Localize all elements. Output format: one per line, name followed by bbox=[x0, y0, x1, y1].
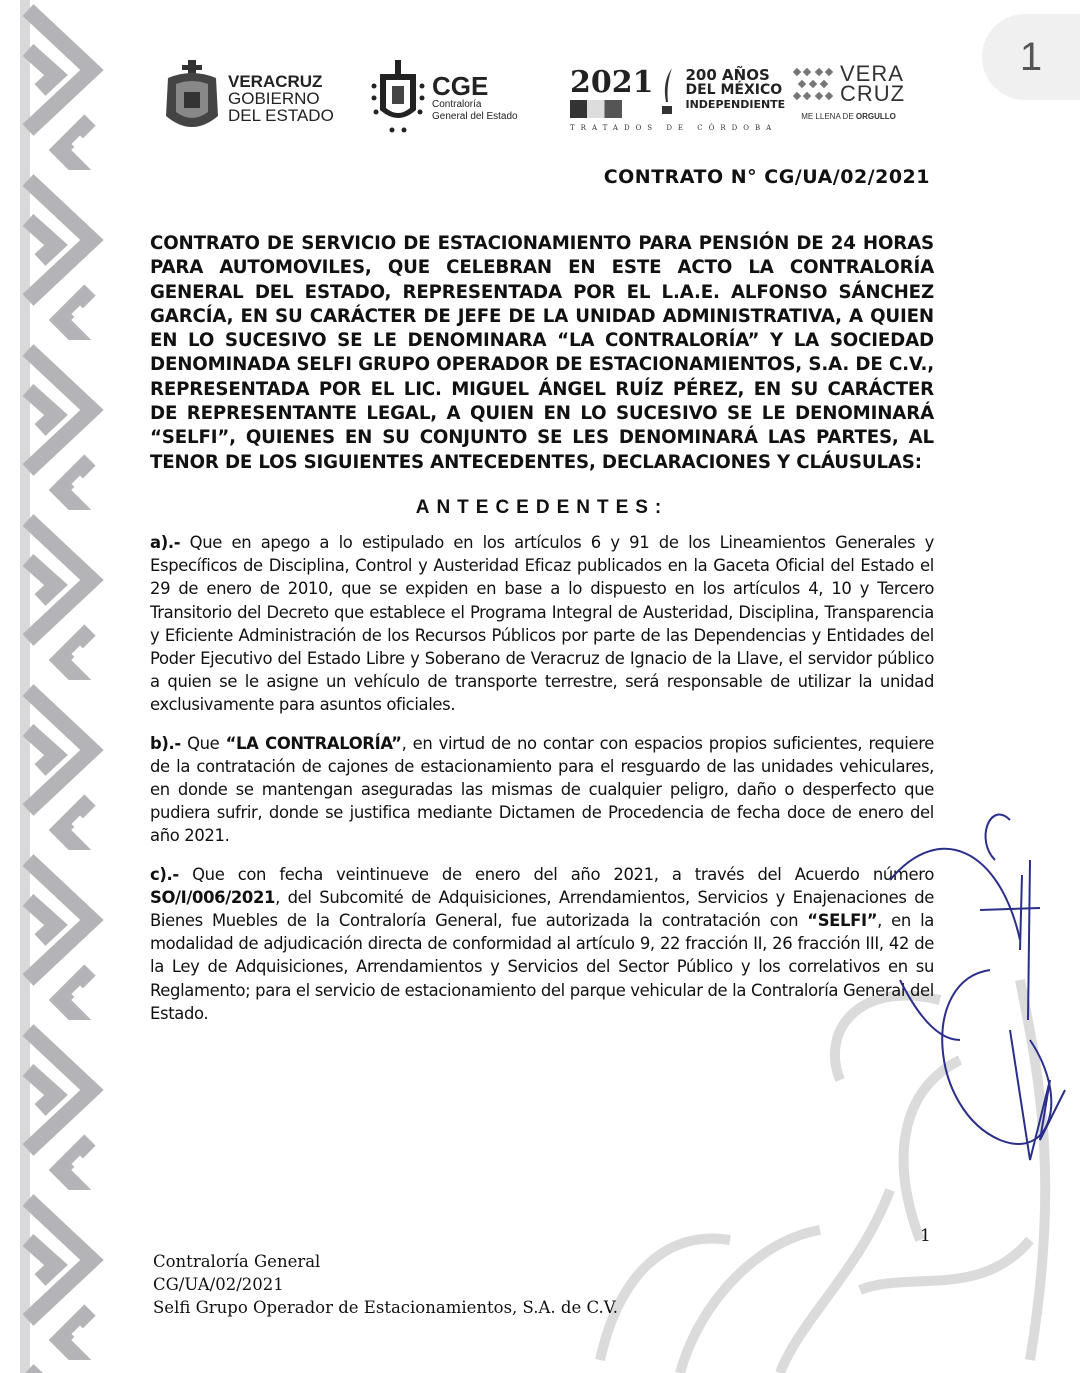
paragraph-b-label: b).- bbox=[150, 733, 181, 753]
handwritten-signatures bbox=[880, 780, 1080, 1180]
paragraph-b-pre: Que bbox=[180, 733, 226, 753]
quill-icon bbox=[660, 68, 674, 116]
bicentenario-year: 2021 bbox=[570, 65, 654, 100]
paragraph-c-bold1: SO/I/006/2021 bbox=[150, 887, 276, 907]
cge-line1: Contraloría bbox=[432, 99, 482, 110]
veracruz-logo-line3: DEL ESTADO bbox=[228, 105, 334, 125]
bicentenario-line3: INDEPENDIENTE bbox=[685, 98, 786, 111]
paragraph-b-text: , en virtud de no contar con espacios propios suficientes, requiere de la contratación de cajones de estacionamiento para el resguardo de las unidades vehiculares, en donde se mantengan aseguradas las mismas de cualquier peligro, daño o desperfecto que pudiera sufrir, donde se justifica mediante Dictamen de Procedencia de fecha doce de enero del año 2021. bbox=[150, 733, 935, 846]
page-indicator-badge bbox=[982, 14, 1080, 100]
tagline-text: ME LLENA DE bbox=[801, 112, 856, 121]
paragraph-a-text: Que en apego a lo estipulado en los artículos 6 y 91 de los Lineamientos Generales y Específicos de Disciplina, Control y Austeridad Eficaz publicados en la Gaceta Oficial del Estado el 29 de enero de 2010, que se expiden en base a lo dispuesto en los artículos 4, 10 y Tercero Transitorio del Decreto que establece el Programa Integral de Austeridad, Disciplina, Transparencia y Eficiente Administración de los Recursos Públicos por parte de las Dependencias y Entidades del Poder Ejecutivo del Estado Libre y Soberano de Veracruz de Ignacio de la Llave, el servidor público a quien se le asigne un vehículo de transporte terrestre, será responsable de utilizar la unidad exclusivamente para asuntos oficiales. bbox=[150, 532, 934, 715]
paragraph-b-bold: “LA CONTRALORÍA” bbox=[225, 733, 402, 753]
veracruz-brand-line1: VERA bbox=[840, 61, 904, 86]
paragraph-c-label: c).- bbox=[150, 864, 179, 884]
paragraph-c bbox=[150, 863, 934, 1025]
bicentenario-line2: DEL MÉXICO bbox=[685, 82, 783, 98]
cge-acronym: CGE bbox=[432, 71, 489, 101]
paragraph-c-bold2: “SELFI” bbox=[807, 911, 878, 931]
paragraph-a-label: a).- bbox=[150, 532, 181, 552]
paragraph-c-pre: Que con fecha veintinueve de enero del año 2021, a través del Acuerdo número bbox=[178, 864, 934, 884]
veracruz-brand-logo bbox=[792, 61, 906, 121]
decorative-border-pattern bbox=[0, 0, 110, 1373]
document-footer bbox=[153, 1250, 618, 1319]
section-heading-antecedentes: ANTECEDENTES: bbox=[415, 496, 669, 518]
cge-shield-icon bbox=[370, 60, 426, 136]
cge-logo bbox=[370, 60, 518, 136]
cge-line2: General del Estado bbox=[432, 111, 518, 122]
footer-line2: CG/UA/02/2021 bbox=[153, 1275, 284, 1294]
bicentenario-subtitle: TRATADOS DE CÓRDOBA bbox=[570, 124, 778, 132]
page-number: 1 bbox=[920, 1226, 931, 1246]
footer-line1: Contraloría General bbox=[153, 1252, 321, 1271]
bicentenario-line1: 200 AÑOS bbox=[685, 66, 770, 84]
contract-number: CONTRATO N° CG/UA/02/2021 bbox=[603, 166, 930, 188]
contract-title: CONTRATO DE SERVICIO DE ESTACIONAMIENTO PARA PENSIÓN DE 24 HORAS PARA AUTOMOVILES, QUE CELEBRAN EN ESTE ACTO LA CONTRALORÍA GENERAL DEL ESTADO, REPRESENTADA POR EL L.A.E. ALFONSO SÁNCHEZ GARCÍA, EN SU CARÁCTER DE JEFE DE LA UNIDAD ADMINISTRATIVA, A QUIEN EN LO SUCESIVO SE LE DENOMINARA “LA CONTRALORÍA” Y LA SOCIEDAD DENOMINADA SELFI GRUPO OPERADOR DE ESTACIONAMIENTOS, S.A. DE C.V., REPRESENTADA POR EL LIC. MIGUEL ÁNGEL RUÍZ PÉREZ, EN SU CARÁCTER DE REPRESENTANTE LEGAL, A QUIEN EN LO SUCESIVO SE LE DENOMINARÁ “SELFI”, QUIENES EN SU CONJUNTO SE LES DENOMINARÁ LAS PARTES, AL TENOR DE LOS SIGUIENTES ANTECEDENTES, DECLARACIONES Y CLÁUSULAS: bbox=[150, 233, 934, 473]
bicentenario-logo bbox=[570, 65, 786, 132]
flag-icon bbox=[570, 100, 622, 118]
veracruz-gobierno-logo bbox=[162, 60, 334, 136]
page-indicator-number: 1 bbox=[1019, 34, 1043, 79]
knot-pattern-icon bbox=[792, 65, 834, 103]
veracruz-brand-tagline bbox=[792, 112, 905, 121]
document-body bbox=[150, 232, 934, 1040]
tagline-bold: ORGULLO bbox=[855, 112, 896, 121]
veracruz-logo-line2: GOBIERNO bbox=[228, 88, 320, 108]
header-logos bbox=[162, 60, 912, 140]
veracruz-logo-line1: VERACRUZ bbox=[228, 71, 323, 91]
paragraph-c-text: , en la modalidad de adjudicación directa de conformidad al artículo 9, 22 fracción II, 26 fracción III, 42 de la Ley de Adquisiciones, Arrendamientos y Servicios del Sector Público y los correlativos en su Reglamento; para el servicio de estacionamiento del parque vehicular de la Contraloría General del Estado. bbox=[150, 911, 934, 1023]
paragraph-b bbox=[150, 732, 934, 848]
veracruz-coat-of-arms-icon bbox=[162, 60, 222, 136]
paragraph-a bbox=[150, 531, 934, 717]
veracruz-brand-line2: CRUZ bbox=[840, 81, 906, 106]
footer-line3: Selfi Grupo Operador de Estacionamientos, S.A. de C.V. bbox=[153, 1298, 619, 1317]
paragraph-c-mid: , del Subcomité de Adquisiciones, Arrendamientos, Servicios y Enajenaciones de Bienes Muebles de la Contraloría General, fue autorizada la contratación con bbox=[150, 887, 934, 931]
